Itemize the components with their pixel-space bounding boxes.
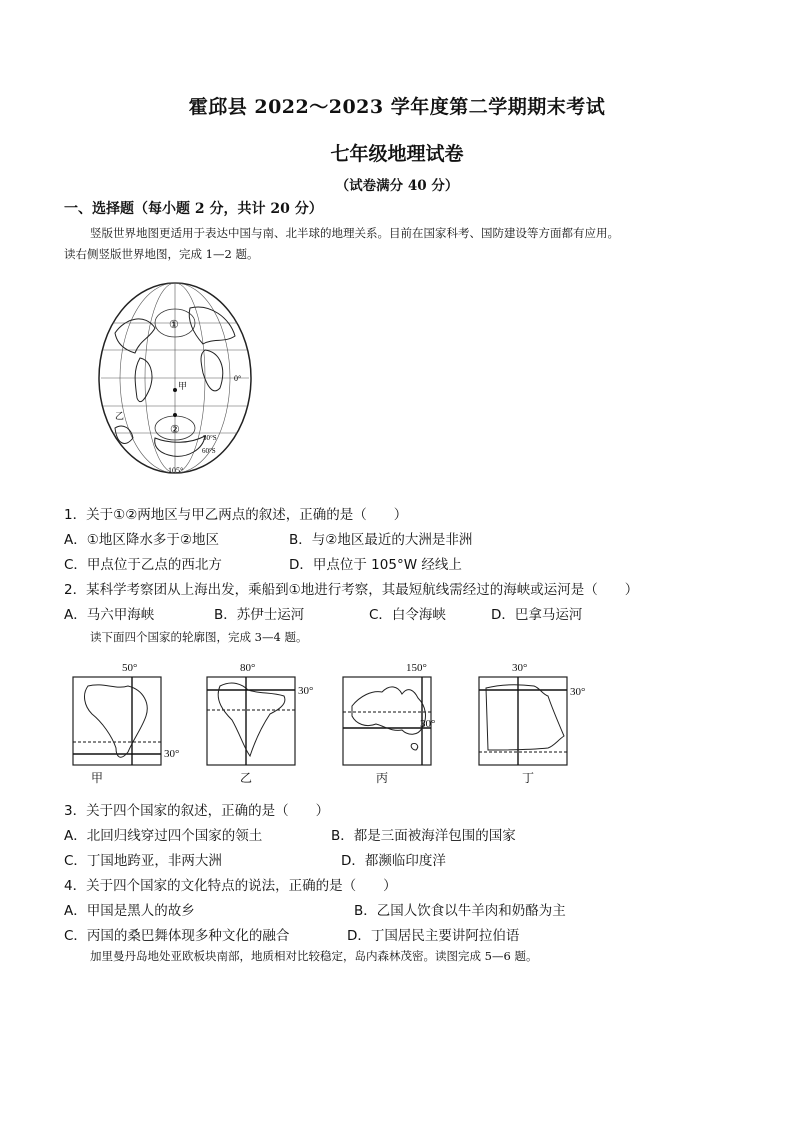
exam-title: 霍邱县 2022～2023 学年度第二学期期末考试 [188,96,606,118]
map-label-yi: 乙 [115,411,125,421]
country-map-jia-lon: 50° [122,662,138,674]
question-3-stem: 3．关于四个国家的叙述，正确的是（ ） [64,803,330,819]
question-4-option-a[interactable]: A．甲国是黑人的故乡 [64,903,195,919]
country-map-bing-label: 丙 [375,771,388,785]
map-lat-30s: 30°S [203,434,217,442]
question-1-option-d[interactable]: D．甲点位于 105°W 经线上 [289,557,462,573]
country-map-yi-lat: 30° [298,685,314,697]
country-map-jia [72,662,180,785]
vertical-world-map [95,278,255,478]
country-map-yi [206,662,314,785]
country-map-ding [478,662,588,785]
question-3-option-b[interactable]: B．都是三面被海洋包围的国家 [331,828,516,844]
intro-paragraph-2: 读下面四个国家的轮廓图，完成 3—4 题。 [90,630,308,644]
question-4-option-d[interactable]: D．丁国居民主要讲阿拉伯语 [347,928,520,944]
country-map-bing-lat: 30° [420,718,436,730]
score-note: （试卷满分 40 分） [335,178,459,194]
question-1-option-c[interactable]: C．甲点位于乙点的西北方 [64,557,222,573]
map-lat-60s: 60°S [202,447,216,455]
question-2-stem: 2．某科学考察团从上海出发，乘船到①地进行考察，其最短航线需经过的海峡或运河是（ ） [64,582,639,598]
question-4-option-c[interactable]: C．丙国的桑巴舞体现多种文化的融合 [64,928,290,944]
question-3-option-d[interactable]: D．都濒临印度洋 [341,853,446,869]
question-4-option-b[interactable]: B．乙国人饮食以牛羊肉和奶酪为主 [354,903,566,919]
question-2-option-a[interactable]: A．马六甲海峡 [64,607,155,623]
question-2-option-b[interactable]: B．苏伊士运河 [214,607,305,623]
country-map-ding-lat: 30° [570,686,586,698]
question-2-option-d[interactable]: D．巴拿马运河 [491,607,583,623]
question-3-option-a[interactable]: A．北回归线穿过四个国家的领土 [64,828,263,844]
map-label-2: ② [170,424,180,436]
section-heading: 一、选择题（每小题 2 分，共计 20 分） [64,201,323,217]
country-map-bing-lon: 150° [406,662,427,674]
country-map-jia-label: 甲 [90,771,103,785]
exam-subtitle: 七年级地理试卷 [330,143,464,165]
country-map-ding-lon: 30° [512,662,528,674]
map-label-1: ① [169,319,179,331]
country-map-yi-lon: 80° [240,662,256,674]
country-map-bing [342,662,442,785]
question-4-stem: 4．关于四个国家的文化特点的说法，正确的是（ ） [64,878,397,894]
intro-paragraph-1b: 读右侧竖版世界地图，完成 1—2 题。 [64,247,259,261]
question-1-option-a[interactable]: A．①地区降水多于②地区 [64,532,219,548]
intro-paragraph-3: 加里曼丹岛地处亚欧板块南部，地质相对比较稳定，岛内森林茂密。读图完成 5—6 题。 [90,949,538,963]
question-1-option-b[interactable]: B．与②地区最近的大洲是非洲 [289,532,473,548]
question-2-option-c[interactable]: C．白令海峡 [369,607,446,623]
country-map-jia-lat: 30° [164,748,180,760]
map-lon-105: 105° [168,466,184,475]
country-map-yi-label: 乙 [239,771,252,785]
intro-paragraph-1: 竖版世界地图更适用于表达中国与南、北半球的地理关系。目前在国家科考、国防建设等方面都有应用。 [90,226,619,240]
map-label-jia: 甲 [178,381,188,391]
map-lon-0: 0° [234,374,242,383]
question-3-option-c[interactable]: C．丁国地跨亚，非两大洲 [64,853,222,869]
question-1-stem: 1．关于①②两地区与甲乙两点的叙述，正确的是（ ） [64,507,408,523]
country-map-ding-label: 丁 [521,771,534,785]
